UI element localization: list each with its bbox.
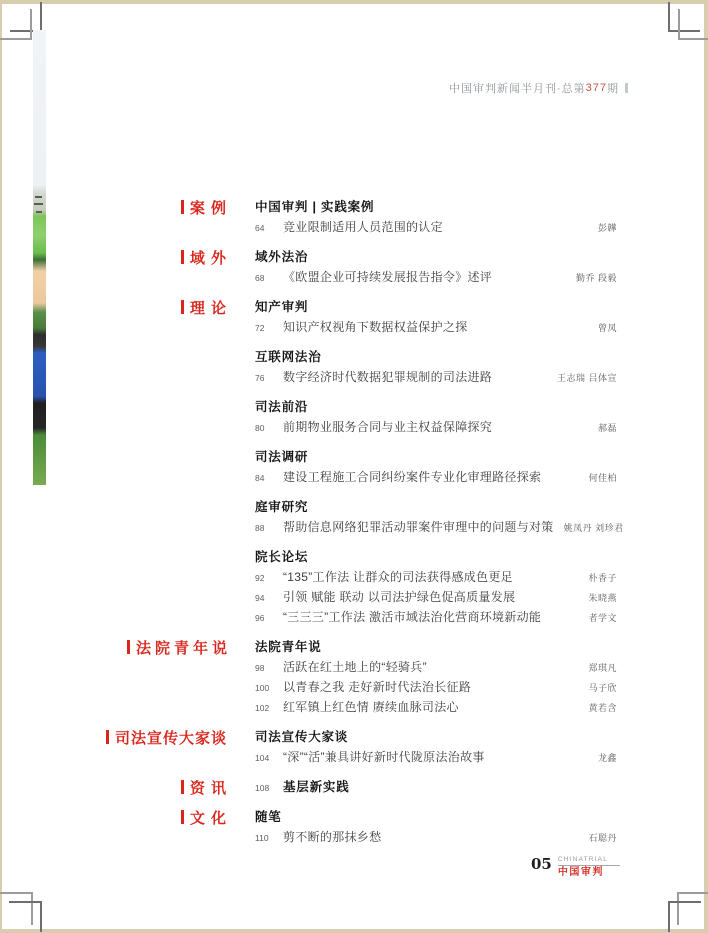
section-label-text: 文 化 [189,809,227,827]
entry-title: 红军镇上红色情 赓续血脉司法心 [283,700,459,714]
toc-section [108,297,624,637]
column-heading: 域外法治 [255,250,309,264]
toc-group [255,447,617,487]
section-label-text: 司法宣传大家谈 [114,729,227,747]
entry-title: 基层新实践 [283,780,350,794]
crop-mark-bottom-right-inner [668,901,701,932]
column-heading: 司法前沿 [255,400,309,414]
section-label [181,777,227,797]
toc-group [255,397,617,437]
entry-author: 朱晓燕 [588,593,617,603]
toc-entry [255,827,617,847]
toc-group [255,637,617,717]
section-label-bar-icon [181,810,184,824]
entry-page-number: 64 [255,223,265,233]
toc-entry [255,217,617,237]
toc-entry [255,517,624,537]
toc-entry [255,587,617,607]
entry-author: 郑琪凡 [588,663,617,673]
section-label [181,197,227,217]
toc-entry [255,607,617,627]
entry-author: 龙鑫 [597,753,617,763]
section-label-text: 理 论 [189,299,227,317]
entry-title: 竞业限制适用人员范围的认定 [283,220,443,234]
entry-page-number: 68 [255,273,265,283]
page-number: 05 [531,855,552,873]
toc-entry [255,657,617,677]
crop-mark-top-right-inner [678,9,708,40]
section-label-bar-icon [181,250,184,264]
toc-section [108,807,617,857]
entry-title: 帮助信息网络犯罪活动罪案件审理中的问题与对策 [283,520,554,534]
journal-title-text: 中国审判新闻半月刊·总第 [448,83,586,95]
entry-author: 姚凤丹 刘珍君 [563,523,624,533]
toc-entry [255,317,617,337]
column-heading: 互联网法治 [255,350,322,364]
toc-entry [255,677,617,697]
entry-page-number: 80 [255,423,265,433]
entry-title: 数字经济时代数据犯罪规制的司法进路 [283,370,493,384]
entry-title: “三三三”工作法 激活市域法治化营商环境新动能 [283,610,542,624]
entry-page-number: 104 [255,753,270,763]
toc-group [255,727,617,767]
section-label [106,727,227,747]
entry-author: 彭韡 [597,223,617,233]
entry-page-number: 110 [255,833,269,843]
entry-page-number: 98 [255,663,265,673]
column-heading: 中国审判 | 实践案例 [255,200,375,214]
column-heading: 庭审研究 [255,500,309,514]
section-label-bar-icon [106,730,109,744]
column-heading: 法院青年说 [255,640,322,654]
entry-page-number: 92 [255,573,265,583]
section-label-bar-icon [181,300,184,314]
toc-group [255,547,617,627]
entry-title: 活跃在红土地上的“轻骑兵” [283,660,427,674]
photo-sliver-text-fragment [36,211,42,213]
section-label-text: 法院青年说 [135,639,231,657]
journal-title-suffix: 期 [607,83,619,95]
section-label [181,807,227,827]
toc-section [108,637,617,727]
entry-author: 黄若含 [588,703,617,713]
toc-group [255,777,617,797]
section-label-bar-icon [181,780,184,794]
section-label-text: 案 例 [189,199,227,217]
column-heading: 随笔 [255,810,282,824]
entry-title: 前期物业服务合同与业主权益保障探究 [283,420,493,434]
entry-title: 《欧盟企业可持续发展报告指令》述评 [283,270,493,284]
toc-entry [255,777,617,797]
toc-entry [255,697,617,717]
toc-group [255,807,617,847]
entry-title: “135”工作法 让群众的司法获得感成色更足 [283,570,513,584]
section-label-text: 资 讯 [189,779,227,797]
entry-author: 勤乔 段毅 [575,273,617,283]
section-label-bar-icon [127,640,130,654]
toc-section [108,247,617,297]
entry-title: “深”“活”兼具讲好新时代陇原法治故事 [283,750,485,764]
column-heading: 知产审判 [255,300,309,314]
toc-section [108,197,617,247]
toc-group [255,347,617,387]
entry-title: 引领 赋能 联动 以司法护绿色促高质量发展 [283,590,516,604]
toc-group [255,497,624,537]
section-label [181,297,227,317]
section-label [181,247,227,267]
journal-header [449,80,628,96]
entry-author: 王志瑞 吕体宣 [556,373,617,383]
entry-title: 建设工程施工合同纠纷案件专业化审理路径探索 [283,470,542,484]
brand-logo-cn: 中国审判 [557,867,604,878]
section-label-text: 域 外 [189,249,227,267]
toc-group [255,247,617,287]
photo-sliver-text-fragment [35,196,42,198]
section-label-bar-icon [181,200,184,214]
entry-page-number: 102 [255,703,270,713]
entry-author: 何佳柏 [588,473,617,483]
toc-group [255,297,617,337]
entry-page-number: 88 [255,523,265,533]
toc-entry [255,417,617,437]
crop-mark-bottom-left-inner [9,901,42,932]
header-tick-icon [625,83,628,93]
left-page-photo-sliver [33,30,46,485]
toc-entry [255,567,617,587]
entry-page-number: 72 [255,323,265,333]
entry-page-number: 108 [255,783,270,793]
crop-mark-top-left-inner [0,9,32,40]
toc-section [108,777,617,807]
entry-page-number: 96 [255,613,265,623]
column-heading: 院长论坛 [255,550,309,564]
entry-author: 者学文 [588,613,617,623]
entry-title: 以青春之我 走好新时代法治长征路 [283,680,472,694]
entry-author: 曾凤 [597,323,617,333]
column-heading: 司法调研 [255,450,309,464]
entry-page-number: 84 [255,473,265,483]
entry-page-number: 76 [255,373,265,383]
entry-page-number: 100 [255,683,270,693]
toc-section [108,727,617,777]
issue-number: 377 [585,82,607,94]
toc-entry [255,747,617,767]
entry-author: 朴香子 [588,573,617,583]
entry-author: 石聪丹 [588,833,617,843]
toc-entry [255,367,617,387]
brand-logo-en: CHINATRIAL [558,856,620,866]
toc-entry [255,267,617,287]
entry-author: 郝磊 [597,423,617,433]
toc-group [255,197,617,237]
brand-logo [558,856,620,878]
toc-entry [255,467,617,487]
page-footer [531,856,620,878]
entry-title: 剪不断的那抹乡愁 [283,830,382,844]
section-label [127,637,231,657]
photo-sliver-text-fragment [34,203,43,205]
entry-page-number: 94 [255,593,265,603]
entry-title: 知识产权视角下数据权益保护之探 [283,320,468,334]
column-heading: 司法宣传大家谈 [255,730,349,744]
toc [108,197,624,857]
entry-author: 马子欣 [588,683,617,693]
